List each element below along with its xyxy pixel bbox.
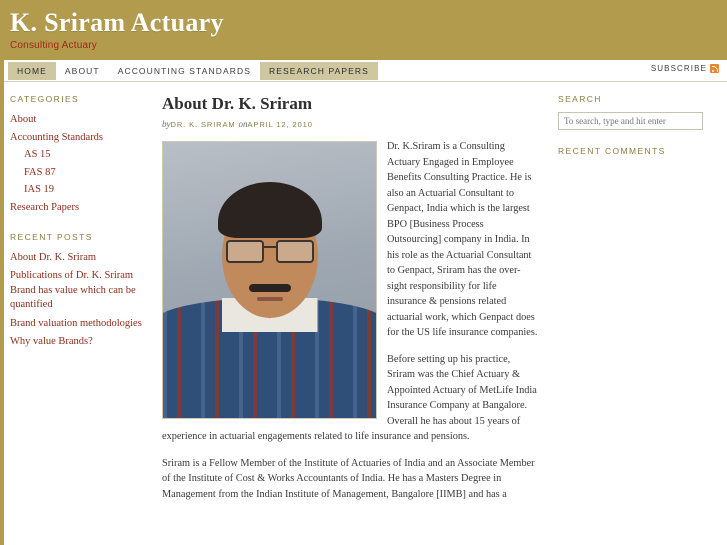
widget-search — [558, 94, 707, 130]
subscribe-label: SUBSCRIBE — [650, 64, 707, 73]
widget-categories — [10, 94, 144, 216]
content-wrapper — [0, 82, 727, 544]
category-item-ias-19[interactable]: IAS 19 — [24, 184, 55, 195]
categories-title: CATEGORIES — [10, 94, 80, 104]
right-sidebar — [552, 82, 717, 544]
subscribe-link[interactable] — [651, 64, 719, 73]
post-meta-date: APRIL 12, 2010 — [247, 120, 313, 129]
nav-item-home[interactable]: HOME — [8, 62, 56, 80]
recent-comments-title: RECENT COMMENTS — [558, 146, 666, 156]
photo-glasses-bridge — [263, 246, 277, 248]
nav-items — [0, 60, 727, 82]
recent-posts-title: RECENT POSTS — [10, 232, 93, 242]
widget-recent-comments — [558, 146, 707, 156]
left-accent-strip — [0, 60, 4, 545]
post-paragraph-3: Sriram is a Fellow Member of the Institute of Actuaries of India and an Associate Member of the Institute of Cost & Works Accountants of India. He has a Masters Degree in Management from the Indian Institute of Management, Bangalore [IIMB] and has a — [162, 457, 535, 500]
categories-list — [10, 111, 144, 216]
post-meta-on: on — [238, 119, 248, 129]
page-title: About Dr. K. Sriram — [162, 94, 313, 113]
main-content — [152, 82, 552, 544]
recent-posts-list — [10, 249, 144, 350]
post-meta-by: by — [162, 119, 171, 129]
site-tagline: Consulting Actuary — [10, 40, 97, 51]
category-item-about[interactable]: About — [10, 114, 37, 125]
category-item-fas-87[interactable]: FAS 87 — [24, 166, 56, 178]
post-paragraph-1: Dr. K.Sriram is a Consulting Actuary Engaged in Employee Benefits Consulting Practice. He is also an Actuarial Consultant to Genpact, India which is the largest BPO [Business Process Outsourcing] company in India. In his role as the Actuarial Consultant to Genpact, Sriram has the over-sight responsibility for life insurance & pensions related actuarial work, which Genpact does for the US life insurance companies. — [387, 141, 538, 338]
portrait-photo — [162, 141, 377, 419]
search-title: SEARCH — [558, 94, 602, 104]
primary-navigation — [0, 60, 727, 82]
rss-icon — [710, 64, 719, 73]
post-meta-author: DR. K. SRIRAM — [170, 120, 236, 129]
photo-glasses — [224, 240, 316, 260]
recent-post-brand-has-value[interactable]: Brand has value which can be quantified — [10, 285, 136, 310]
photo-mouth — [257, 297, 283, 301]
category-item-accounting-standards[interactable]: Accounting Standards — [10, 131, 104, 143]
left-sidebar — [0, 82, 152, 544]
category-item-research-papers[interactable]: Research Papers — [10, 201, 80, 213]
post-body — [162, 139, 538, 502]
recent-post-publications[interactable]: Publications of Dr. K. Sriram — [10, 269, 134, 281]
category-item-as-15[interactable]: AS 15 — [24, 149, 51, 160]
site-title: K. Sriram Actuary — [10, 8, 224, 37]
photo-moustache — [249, 284, 291, 292]
post-meta — [162, 119, 538, 129]
recent-post-brand-valuation-methodologies[interactable]: Brand valuation methodologies — [10, 318, 142, 329]
widget-recent-posts — [10, 232, 144, 350]
site-header — [0, 0, 727, 60]
nav-item-research-papers[interactable]: RESEARCH PAPERS — [260, 62, 378, 80]
recent-post-about-dr-k-sriram[interactable]: About Dr. K. Sriram — [10, 252, 97, 263]
nav-item-about[interactable]: ABOUT — [64, 66, 100, 76]
post-paragraph-2: Before setting up his practice, Sriram was the Chief Actuary & Appointed Actuary of MetLife India Insurance Company at Bangalore. Overall he has about 15 years of experience in actuarial engagements related to life insurance and pensions. — [162, 353, 537, 442]
recent-post-why-value-brands[interactable]: Why value Brands? — [10, 335, 93, 347]
nav-item-accounting-standards[interactable]: ACCOUNTING STANDARDS — [117, 66, 251, 76]
search-input[interactable] — [558, 112, 703, 130]
